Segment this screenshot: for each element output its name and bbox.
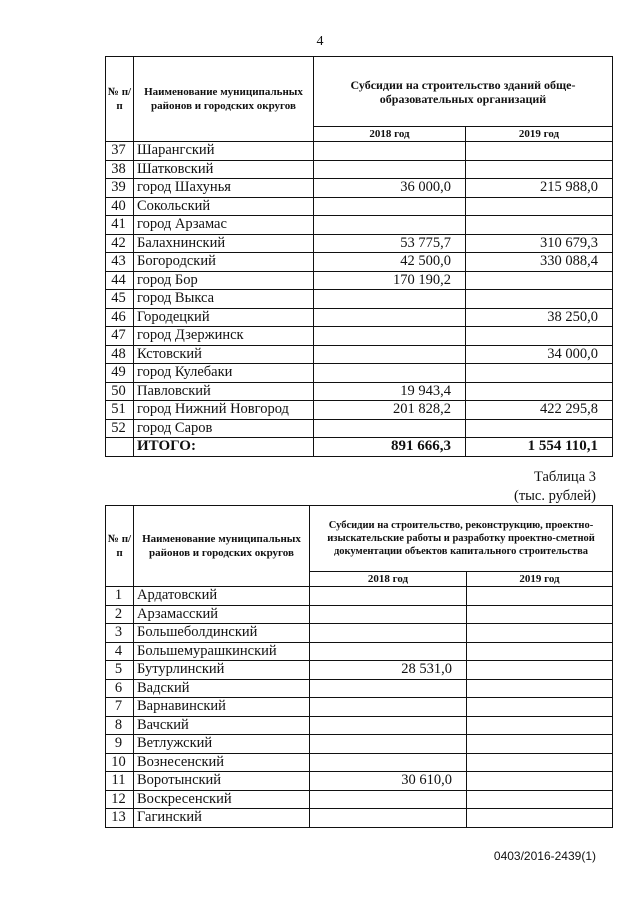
- row-name: город Шахунья: [134, 179, 314, 198]
- document-code: 0403/2016-2439(1): [493, 849, 596, 863]
- table-row: [106, 698, 613, 717]
- header-name: Наименование муниципальных районов и городских округов: [134, 506, 310, 587]
- header-2018: 2018 год: [310, 572, 467, 587]
- value-2019: [466, 327, 613, 346]
- value-2018: 36 000,0: [314, 179, 466, 198]
- value-2018: [314, 327, 466, 346]
- value-2018: [310, 698, 467, 717]
- value-2019: [467, 587, 613, 606]
- value-2018: [314, 364, 466, 383]
- row-name: Варнавинский: [134, 698, 310, 717]
- value-2019: [466, 271, 613, 290]
- row-number: 37: [106, 142, 134, 161]
- row-name: Шарангский: [134, 142, 314, 161]
- value-2019: [467, 772, 613, 791]
- value-2019: [466, 142, 613, 161]
- row-name: город Нижний Новгород: [134, 401, 314, 420]
- row-name: Балахнинский: [134, 234, 314, 253]
- table-row: [106, 642, 613, 661]
- table-row: [106, 753, 613, 772]
- value-2018: [314, 290, 466, 309]
- row-name: Ардатовский: [134, 587, 310, 606]
- value-2019: 38 250,0: [466, 308, 613, 327]
- row-number: 43: [106, 253, 134, 272]
- table-row: [106, 197, 613, 216]
- table-row: [106, 605, 613, 624]
- row-name: Арзамасский: [134, 605, 310, 624]
- total-2018: 891 666,3: [314, 438, 466, 457]
- subsidies-table-capital-construction: [105, 505, 613, 828]
- row-number: 5: [106, 661, 134, 680]
- value-2019: [466, 382, 613, 401]
- value-2018: [310, 642, 467, 661]
- value-2018: [310, 679, 467, 698]
- total-row: [106, 438, 613, 457]
- value-2019: [467, 753, 613, 772]
- row-name: Богородский: [134, 253, 314, 272]
- table3-title: Таблица 3: [533, 469, 596, 485]
- row-number: 44: [106, 271, 134, 290]
- table3-caption: [514, 468, 596, 506]
- header-name: Наименование муниципальных районов и городских округов: [134, 57, 314, 142]
- value-2018: 53 775,7: [314, 234, 466, 253]
- table-row: [106, 735, 613, 754]
- value-2019: 422 295,8: [466, 401, 613, 420]
- value-2019: [467, 735, 613, 754]
- table3-unit: (тыс. рублей): [514, 488, 596, 504]
- value-2019: [467, 716, 613, 735]
- value-2018: 19 943,4: [314, 382, 466, 401]
- row-number: 10: [106, 753, 134, 772]
- row-number: 1: [106, 587, 134, 606]
- row-number: 39: [106, 179, 134, 198]
- value-2018: [314, 160, 466, 179]
- table-row: [106, 253, 613, 272]
- value-2019: [467, 698, 613, 717]
- value-2019: [467, 642, 613, 661]
- table-row: [106, 271, 613, 290]
- value-2018: [310, 605, 467, 624]
- row-name: Городецкий: [134, 308, 314, 327]
- row-name: город Саров: [134, 419, 314, 438]
- row-number: 2: [106, 605, 134, 624]
- value-2019: [466, 216, 613, 235]
- header-num: № п/п: [106, 506, 134, 587]
- row-number: 49: [106, 364, 134, 383]
- value-2019: 330 088,4: [466, 253, 613, 272]
- value-2018: 30 610,0: [310, 772, 467, 791]
- table-row: [106, 327, 613, 346]
- value-2019: [467, 605, 613, 624]
- table-row: [106, 290, 613, 309]
- total-2019: 1 554 110,1: [466, 438, 613, 457]
- value-2018: [310, 624, 467, 643]
- table-row: [106, 790, 613, 809]
- value-2019: [466, 160, 613, 179]
- header-2019: 2019 год: [466, 127, 613, 142]
- value-2019: [467, 679, 613, 698]
- value-2019: 215 988,0: [466, 179, 613, 198]
- table-row: [106, 308, 613, 327]
- value-2018: 201 828,2: [314, 401, 466, 420]
- row-name: Гагинский: [134, 809, 310, 828]
- row-name: город Выкса: [134, 290, 314, 309]
- value-2018: 28 531,0: [310, 661, 467, 680]
- row-number: 40: [106, 197, 134, 216]
- value-2018: [310, 735, 467, 754]
- table-row: [106, 216, 613, 235]
- row-name: город Бор: [134, 271, 314, 290]
- table-row: [106, 142, 613, 161]
- table-row: [106, 382, 613, 401]
- row-name: город Дзержинск: [134, 327, 314, 346]
- row-number: 45: [106, 290, 134, 309]
- table-row: [106, 679, 613, 698]
- row-number: 8: [106, 716, 134, 735]
- row-name: Воротынский: [134, 772, 310, 791]
- value-2018: [314, 142, 466, 161]
- table-row: [106, 234, 613, 253]
- row-number: 7: [106, 698, 134, 717]
- table-row: [106, 587, 613, 606]
- row-number: 48: [106, 345, 134, 364]
- row-number: [106, 438, 134, 457]
- value-2018: [314, 308, 466, 327]
- row-number: 38: [106, 160, 134, 179]
- value-2018: [310, 790, 467, 809]
- page-number: 4: [316, 34, 324, 49]
- value-2018: 42 500,0: [314, 253, 466, 272]
- value-2019: [467, 790, 613, 809]
- header-group: Субсидии на строительство зданий обще-образовательных организаций: [314, 57, 613, 127]
- row-number: 4: [106, 642, 134, 661]
- row-number: 52: [106, 419, 134, 438]
- value-2018: [314, 345, 466, 364]
- row-number: 41: [106, 216, 134, 235]
- value-2018: [314, 216, 466, 235]
- row-number: 47: [106, 327, 134, 346]
- value-2018: [310, 587, 467, 606]
- table-row: [106, 419, 613, 438]
- value-2019: [467, 624, 613, 643]
- row-number: 9: [106, 735, 134, 754]
- header-2018: 2018 год: [314, 127, 466, 142]
- row-name: Кстовский: [134, 345, 314, 364]
- total-label: ИТОГО:: [134, 438, 314, 457]
- value-2019: 310 679,3: [466, 234, 613, 253]
- table-row: [106, 716, 613, 735]
- value-2018: [310, 716, 467, 735]
- row-number: 11: [106, 772, 134, 791]
- row-name: Вачский: [134, 716, 310, 735]
- row-number: 51: [106, 401, 134, 420]
- row-name: город Кулебаки: [134, 364, 314, 383]
- row-number: 3: [106, 624, 134, 643]
- table-row: [106, 160, 613, 179]
- row-name: Вадский: [134, 679, 310, 698]
- table-row: [106, 772, 613, 791]
- value-2019: [467, 661, 613, 680]
- row-number: 50: [106, 382, 134, 401]
- row-name: Сокольский: [134, 197, 314, 216]
- header-2019: 2019 год: [467, 572, 613, 587]
- value-2019: [466, 364, 613, 383]
- value-2018: [310, 753, 467, 772]
- value-2019: 34 000,0: [466, 345, 613, 364]
- row-number: 42: [106, 234, 134, 253]
- table-row: [106, 624, 613, 643]
- table-row: [106, 364, 613, 383]
- value-2018: [314, 197, 466, 216]
- value-2018: 170 190,2: [314, 271, 466, 290]
- row-name: Павловский: [134, 382, 314, 401]
- value-2019: [467, 809, 613, 828]
- row-name: Большемурашкинский: [134, 642, 310, 661]
- row-number: 6: [106, 679, 134, 698]
- value-2019: [466, 419, 613, 438]
- row-number: 13: [106, 809, 134, 828]
- table-row: [106, 345, 613, 364]
- table-row: [106, 179, 613, 198]
- row-name: Ветлужский: [134, 735, 310, 754]
- value-2018: [310, 809, 467, 828]
- value-2019: [466, 197, 613, 216]
- row-name: Вознесенский: [134, 753, 310, 772]
- table-row: [106, 401, 613, 420]
- row-number: 12: [106, 790, 134, 809]
- row-name: Шатковский: [134, 160, 314, 179]
- header-num: № п/п: [106, 57, 134, 142]
- row-name: город Арзамас: [134, 216, 314, 235]
- value-2018: [314, 419, 466, 438]
- value-2019: [466, 290, 613, 309]
- subsidies-table-schools: [105, 56, 613, 457]
- table-row: [106, 661, 613, 680]
- row-number: 46: [106, 308, 134, 327]
- row-name: Воскресенский: [134, 790, 310, 809]
- row-name: Большеболдинский: [134, 624, 310, 643]
- table-row: [106, 809, 613, 828]
- header-group: Субсидии на строительство, реконструкцию, проектно-изыскательские работы и разработку проектно-сметной документации объектов капитального строительства: [310, 506, 613, 572]
- row-name: Бутурлинский: [134, 661, 310, 680]
